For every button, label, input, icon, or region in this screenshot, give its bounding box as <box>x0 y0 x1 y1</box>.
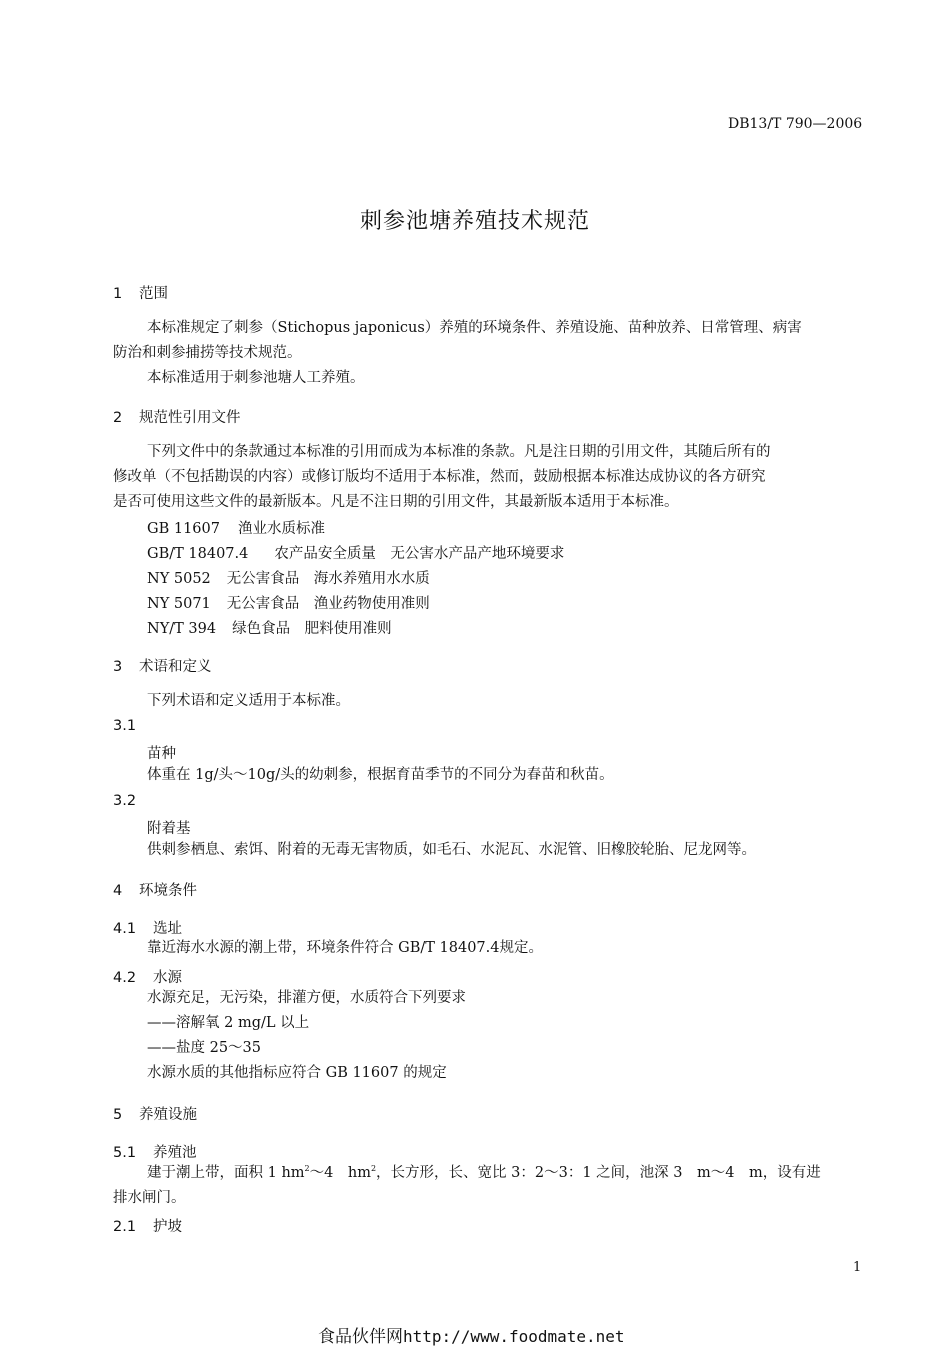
subsection-title: 护坡 <box>153 1219 182 1235</box>
footer-site-name: 食品伙伴网 <box>318 1327 403 1347</box>
paragraph-line: 水源水质的其他指标应符合 GB 11607 的规定 <box>147 1065 447 1081</box>
text-run: 建于潮上带，面积 1 hm <box>147 1165 305 1181</box>
section-title: 环境条件 <box>139 883 197 899</box>
reference-item <box>147 542 564 563</box>
paragraph-line: 排水闸门。 <box>113 1190 186 1206</box>
reference-item <box>147 617 392 638</box>
section-5-heading <box>113 1103 197 1124</box>
superscript: 2 <box>304 1164 310 1174</box>
reference-code: GB/T 18407.4 <box>147 546 249 562</box>
subsection-number: 4.1 <box>113 921 137 937</box>
reference-title: 农产品安全质量 无公害水产品产地环境要求 <box>274 546 565 562</box>
paragraph-line: 防治和刺参捕捞等技术规范。 <box>113 345 302 361</box>
paragraph-line: 靠近海水水源的潮上带，环境条件符合 GB/T 18407.4规定。 <box>147 940 543 956</box>
text-run: ，长方形，长、宽比 3：2～3：1 之间，池深 3 m～4 m，设有进 <box>376 1165 821 1181</box>
term-number: 3.1 <box>113 718 137 734</box>
section-title: 养殖设施 <box>139 1107 197 1123</box>
list-item: ——盐度 25～35 <box>147 1040 262 1056</box>
section-title: 术语和定义 <box>139 659 212 675</box>
reference-code: GB 11607 <box>147 521 220 537</box>
term-name: 苗种 <box>147 746 176 762</box>
document-code: DB13/T 790—2006 <box>728 116 863 132</box>
term-name: 附着基 <box>147 821 191 837</box>
subsection-5-1-heading <box>113 1141 197 1162</box>
section-number: 3 <box>113 659 123 675</box>
section-3-heading <box>113 655 212 676</box>
subsection-number: 4.2 <box>113 970 137 986</box>
term-definition: 供刺参栖息、索饵、附着的无毒无害物质，如毛石、水泥瓦、水泥管、旧橡胶轮胎、尼龙网等。 <box>147 842 756 858</box>
section-title: 规范性引用文件 <box>139 410 241 426</box>
subsection-title: 选址 <box>153 921 182 937</box>
paragraph-line: 水源充足，无污染，排灌方便，水质符合下列要求 <box>147 990 466 1006</box>
reference-code: NY 5071 <box>147 596 211 612</box>
paragraph-line: 下列术语和定义适用于本标准。 <box>147 693 350 709</box>
paragraph-line <box>147 1161 821 1186</box>
section-number: 4 <box>113 883 123 899</box>
reference-item <box>147 517 325 538</box>
text-run: ～4 hm <box>309 1165 371 1181</box>
subsection-2-1-heading <box>113 1215 182 1236</box>
footer-watermark <box>318 1322 625 1347</box>
reference-code: NY 5052 <box>147 571 211 587</box>
page-title: 刺参池塘养殖技术规范 <box>359 209 590 234</box>
reference-title: 绿色食品 肥料使用准则 <box>232 621 392 637</box>
reference-title: 无公害食品 渔业药物使用准则 <box>226 596 430 612</box>
list-item: ——溶解氧 2 mg/L 以上 <box>147 1015 310 1031</box>
section-2-heading <box>113 406 241 427</box>
reference-title: 无公害食品 海水养殖用水水质 <box>226 571 430 587</box>
reference-item <box>147 592 430 613</box>
section-number: 2 <box>113 410 123 426</box>
paragraph-line: 修改单（不包括勘误的内容）或修订版均不适用于本标准，然而，鼓励根据本标准达成协议的各方研究 <box>113 469 766 485</box>
paragraph-line: 是否可使用这些文件的最新版本。凡是不注日期的引用文件，其最新版本适用于本标准。 <box>113 494 679 510</box>
term-definition: 体重在 1g/头～10g/头的幼刺参，根据育苗季节的不同分为春苗和秋苗。 <box>147 767 614 783</box>
reference-title: 渔业水质标准 <box>237 521 325 537</box>
term-number: 3.2 <box>113 793 137 809</box>
paragraph-line: 本标准适用于刺参池塘人工养殖。 <box>147 370 365 386</box>
footer-url[interactable]: http://www.foodmate.net <box>403 1327 625 1346</box>
superscript: 2 <box>370 1164 377 1174</box>
section-title: 范围 <box>139 286 168 302</box>
paragraph-line: 本标准规定了刺参（Stichopus japonicus）养殖的环境条件、养殖设施、苗种放养、日常管理、病害 <box>147 320 802 336</box>
subsection-title: 养殖池 <box>153 1145 197 1161</box>
reference-code: NY/T 394 <box>147 621 217 637</box>
subsection-title: 水源 <box>153 970 182 986</box>
section-1-heading <box>113 282 168 303</box>
section-number: 1 <box>113 286 123 302</box>
subsection-4-1-heading <box>113 917 182 938</box>
subsection-4-2-heading <box>113 966 182 987</box>
section-4-heading <box>113 879 197 900</box>
paragraph-line: 下列文件中的条款通过本标准的引用而成为本标准的条款。凡是注日期的引用文件，其随后所有的 <box>147 444 771 460</box>
reference-item <box>147 567 430 588</box>
section-number: 5 <box>113 1107 123 1123</box>
subsection-number: 5.1 <box>113 1145 137 1161</box>
subsection-number: 2.1 <box>113 1219 137 1235</box>
page-number: 1 <box>853 1260 862 1275</box>
